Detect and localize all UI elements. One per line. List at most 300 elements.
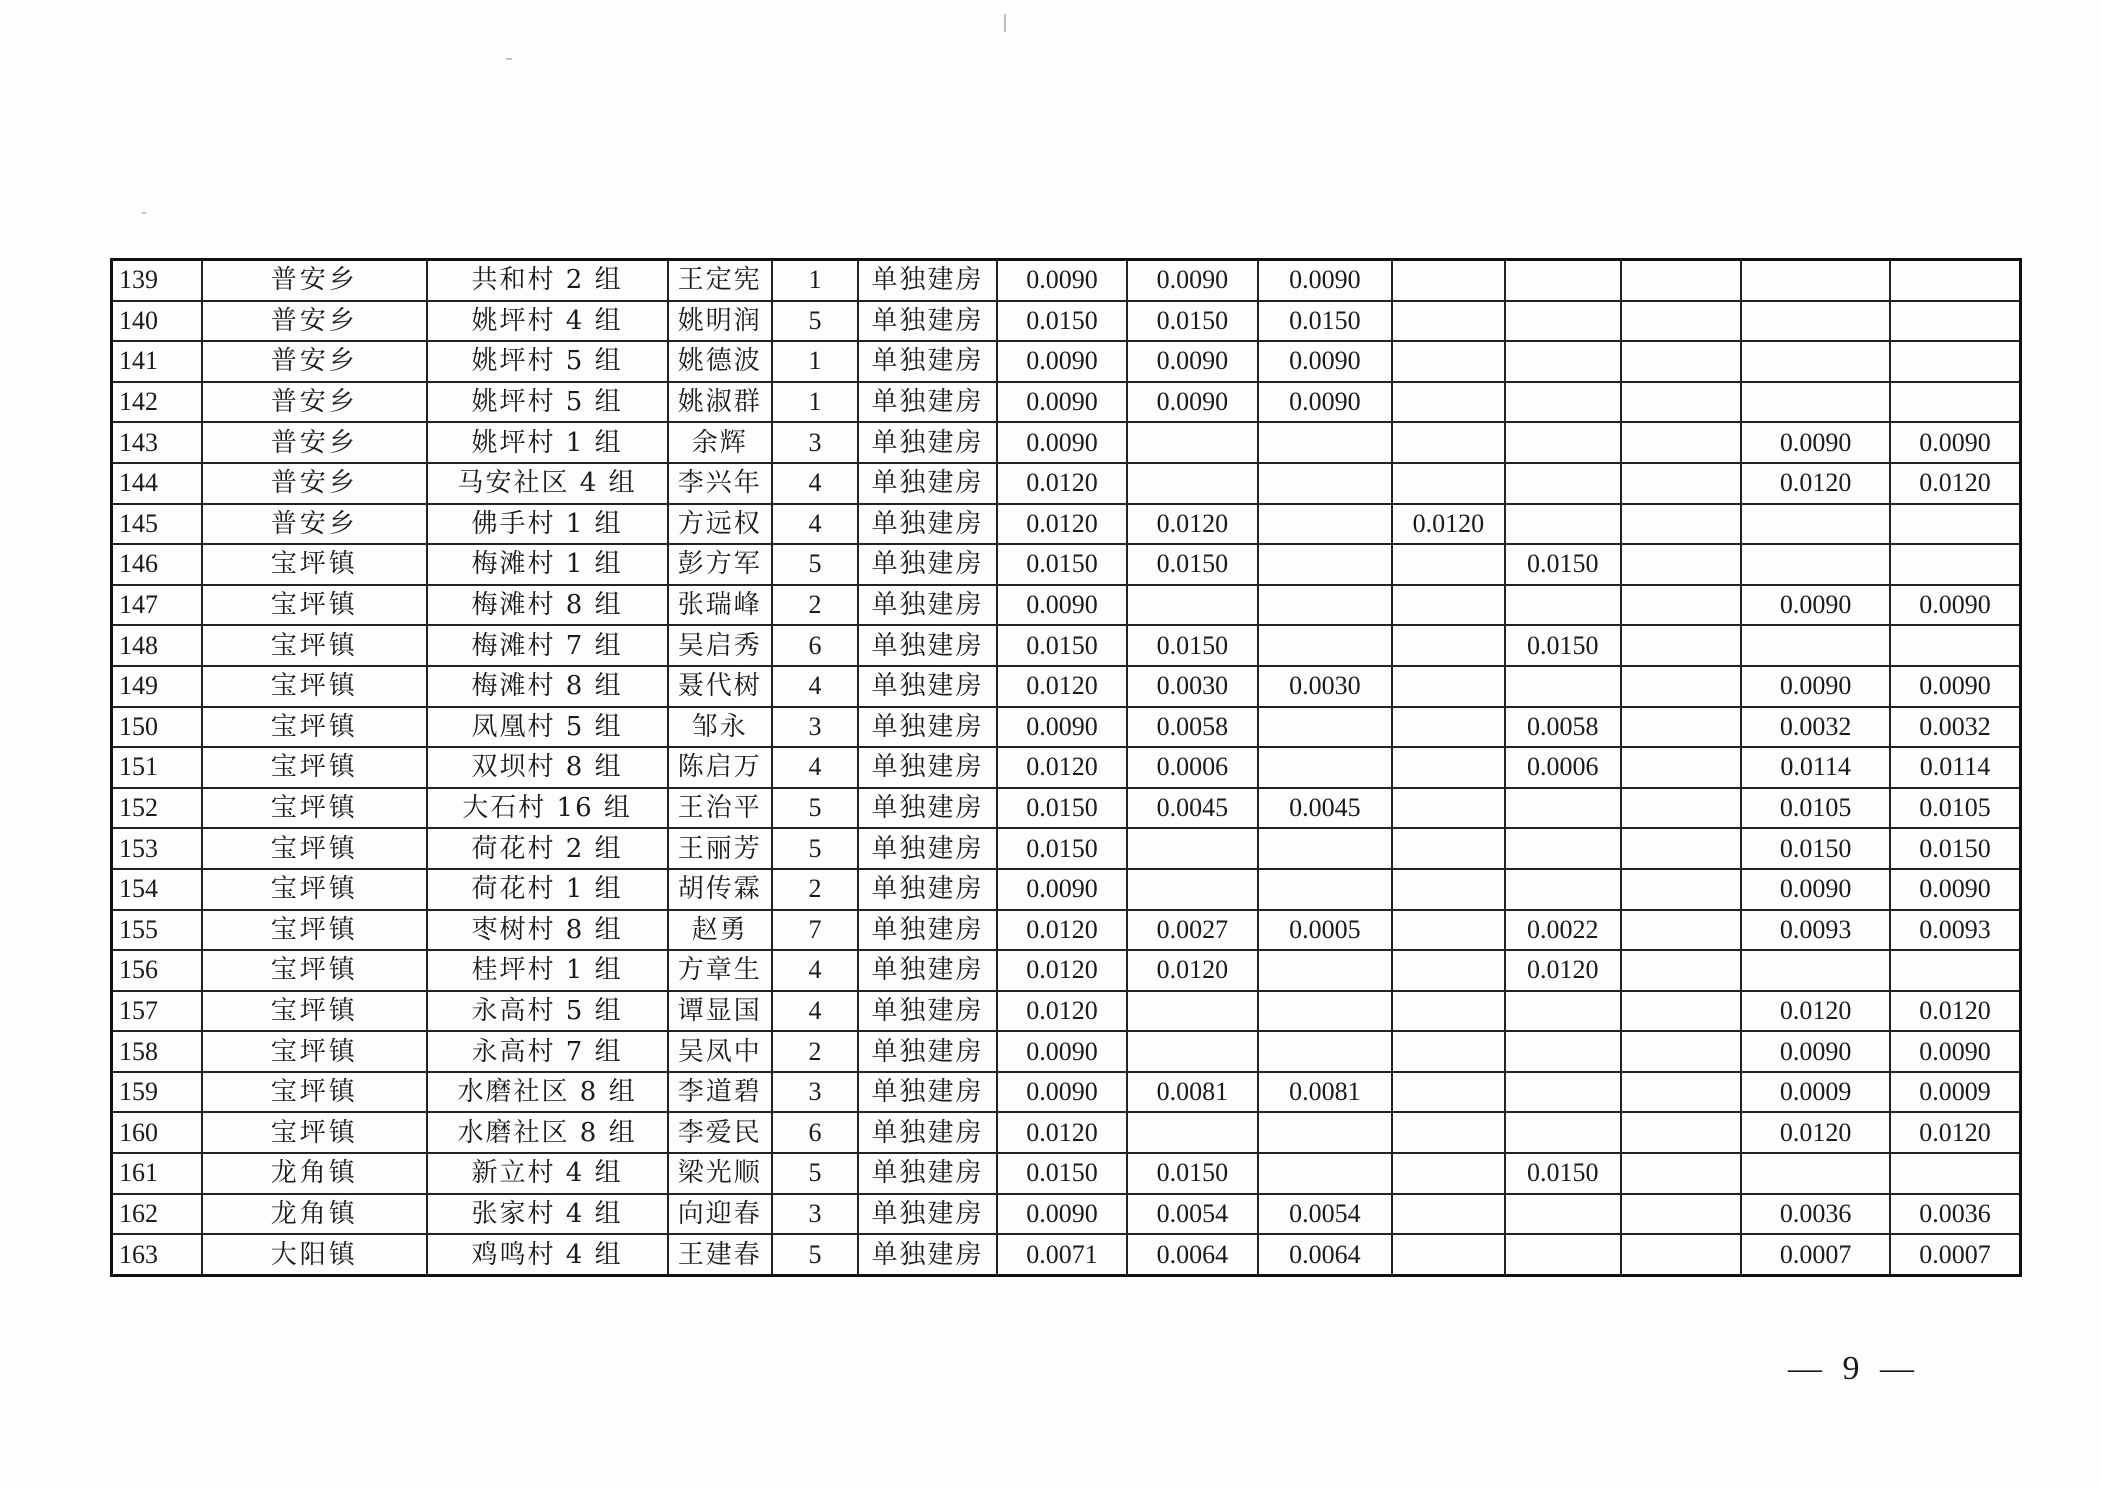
cell-area-7: 0.0093 <box>1741 910 1890 951</box>
cell-household-size: 5 <box>772 1153 858 1194</box>
cell-area-2 <box>1127 869 1257 910</box>
cell-serial-number: 159 <box>112 1072 202 1113</box>
cell-household-size: 1 <box>772 341 858 382</box>
cell-area-6 <box>1621 869 1741 910</box>
cell-household-size: 6 <box>772 625 858 666</box>
cell-area-1: 0.0090 <box>997 707 1127 748</box>
cell-area-6 <box>1621 1031 1741 1072</box>
cell-serial-number: 155 <box>112 910 202 951</box>
table-row <box>112 788 2021 829</box>
cell-area-1: 0.0120 <box>997 991 1127 1032</box>
cell-build-type: 单独建房 <box>858 950 997 991</box>
cell-area-7 <box>1741 382 1890 423</box>
cell-serial-number: 162 <box>112 1194 202 1235</box>
cell-area-3 <box>1258 950 1392 991</box>
cell-area-5 <box>1505 788 1621 829</box>
cell-area-5 <box>1505 1112 1621 1153</box>
cell-serial-number: 163 <box>112 1234 202 1275</box>
cell-applicant-name: 谭显国 <box>668 991 772 1032</box>
cell-area-5 <box>1505 382 1621 423</box>
table-row <box>112 747 2021 788</box>
cell-area-5 <box>1505 422 1621 463</box>
cell-area-5 <box>1505 828 1621 869</box>
cell-serial-number: 156 <box>112 950 202 991</box>
table-row <box>112 260 2021 301</box>
cell-area-1: 0.0120 <box>997 747 1127 788</box>
cell-area-2: 0.0054 <box>1127 1194 1257 1235</box>
scan-speck <box>142 212 146 214</box>
table-row <box>112 504 2021 545</box>
cell-area-5 <box>1505 301 1621 342</box>
cell-area-3 <box>1258 585 1392 626</box>
cell-build-type: 单独建房 <box>858 666 997 707</box>
cell-area-1: 0.0090 <box>997 1194 1127 1235</box>
cell-area-6 <box>1621 625 1741 666</box>
cell-serial-number: 153 <box>112 828 202 869</box>
cell-area-8: 0.0120 <box>1890 991 2021 1032</box>
scan-speck <box>1004 14 1006 32</box>
cell-area-3 <box>1258 504 1392 545</box>
table-row <box>112 301 2021 342</box>
cell-village-group: 姚坪村 5 组 <box>427 341 668 382</box>
table-body <box>112 260 2021 1276</box>
cell-area-5: 0.0006 <box>1505 747 1621 788</box>
cell-area-5 <box>1505 585 1621 626</box>
cell-area-3 <box>1258 625 1392 666</box>
cell-area-3: 0.0090 <box>1258 382 1392 423</box>
cell-applicant-name: 邹永 <box>668 707 772 748</box>
cell-township: 大阳镇 <box>202 1234 427 1275</box>
cell-build-type: 单独建房 <box>858 707 997 748</box>
cell-area-4: 0.0120 <box>1392 504 1504 545</box>
cell-serial-number: 154 <box>112 869 202 910</box>
cell-area-7: 0.0120 <box>1741 463 1890 504</box>
cell-area-3: 0.0030 <box>1258 666 1392 707</box>
cell-area-2 <box>1127 422 1257 463</box>
cell-area-3: 0.0081 <box>1258 1072 1392 1113</box>
cell-area-1: 0.0090 <box>997 1031 1127 1072</box>
cell-area-7: 0.0032 <box>1741 707 1890 748</box>
cell-township: 普安乡 <box>202 422 427 463</box>
cell-serial-number: 139 <box>112 260 202 301</box>
cell-area-6 <box>1621 1234 1741 1275</box>
cell-area-2 <box>1127 828 1257 869</box>
cell-township: 普安乡 <box>202 260 427 301</box>
cell-area-6 <box>1621 1112 1741 1153</box>
cell-household-size: 3 <box>772 422 858 463</box>
cell-area-4 <box>1392 950 1504 991</box>
cell-area-4 <box>1392 747 1504 788</box>
cell-build-type: 单独建房 <box>858 341 997 382</box>
cell-area-1: 0.0090 <box>997 382 1127 423</box>
cell-area-6 <box>1621 544 1741 585</box>
cell-village-group: 鸡鸣村 4 组 <box>427 1234 668 1275</box>
table-row <box>112 1234 2021 1275</box>
cell-household-size: 4 <box>772 463 858 504</box>
cell-township: 普安乡 <box>202 504 427 545</box>
cell-serial-number: 157 <box>112 991 202 1032</box>
cell-area-7 <box>1741 341 1890 382</box>
cell-household-size: 3 <box>772 1194 858 1235</box>
table-row <box>112 585 2021 626</box>
cell-area-8 <box>1890 301 2021 342</box>
cell-village-group: 姚坪村 1 组 <box>427 422 668 463</box>
cell-applicant-name: 李爱民 <box>668 1112 772 1153</box>
cell-area-2 <box>1127 1031 1257 1072</box>
table-row <box>112 950 2021 991</box>
cell-area-2: 0.0064 <box>1127 1234 1257 1275</box>
table-row <box>112 869 2021 910</box>
cell-area-2: 0.0090 <box>1127 341 1257 382</box>
cell-area-3 <box>1258 991 1392 1032</box>
cell-area-5 <box>1505 666 1621 707</box>
cell-area-6 <box>1621 910 1741 951</box>
cell-household-size: 4 <box>772 504 858 545</box>
cell-build-type: 单独建房 <box>858 625 997 666</box>
cell-area-8: 0.0090 <box>1890 422 2021 463</box>
cell-village-group: 荷花村 1 组 <box>427 869 668 910</box>
cell-township: 宝坪镇 <box>202 910 427 951</box>
cell-serial-number: 144 <box>112 463 202 504</box>
cell-area-2: 0.0027 <box>1127 910 1257 951</box>
cell-area-2 <box>1127 585 1257 626</box>
cell-village-group: 姚坪村 4 组 <box>427 301 668 342</box>
cell-area-1: 0.0090 <box>997 585 1127 626</box>
cell-household-size: 5 <box>772 544 858 585</box>
cell-area-7 <box>1741 260 1890 301</box>
table-row <box>112 666 2021 707</box>
table-row <box>112 1194 2021 1235</box>
cell-area-8: 0.0090 <box>1890 585 2021 626</box>
cell-area-2 <box>1127 1112 1257 1153</box>
cell-area-3 <box>1258 869 1392 910</box>
cell-area-5: 0.0150 <box>1505 544 1621 585</box>
cell-applicant-name: 陈启万 <box>668 747 772 788</box>
cell-build-type: 单独建房 <box>858 1234 997 1275</box>
cell-area-3: 0.0150 <box>1258 301 1392 342</box>
cell-area-6 <box>1621 382 1741 423</box>
cell-area-2: 0.0120 <box>1127 950 1257 991</box>
cell-area-5: 0.0120 <box>1505 950 1621 991</box>
cell-area-6 <box>1621 666 1741 707</box>
cell-area-4 <box>1392 341 1504 382</box>
cell-area-8 <box>1890 341 2021 382</box>
cell-household-size: 5 <box>772 828 858 869</box>
cell-applicant-name: 赵勇 <box>668 910 772 951</box>
cell-township: 宝坪镇 <box>202 1072 427 1113</box>
cell-area-6 <box>1621 950 1741 991</box>
cell-area-2: 0.0150 <box>1127 1153 1257 1194</box>
cell-household-size: 4 <box>772 666 858 707</box>
cell-area-2: 0.0030 <box>1127 666 1257 707</box>
cell-build-type: 单独建房 <box>858 1194 997 1235</box>
cell-area-5 <box>1505 341 1621 382</box>
cell-household-size: 2 <box>772 585 858 626</box>
cell-village-group: 永高村 5 组 <box>427 991 668 1032</box>
cell-applicant-name: 梁光顺 <box>668 1153 772 1194</box>
cell-household-size: 6 <box>772 1112 858 1153</box>
scan-speck <box>506 58 512 60</box>
cell-area-8 <box>1890 260 2021 301</box>
cell-area-6 <box>1621 585 1741 626</box>
cell-area-4 <box>1392 1031 1504 1072</box>
cell-area-8 <box>1890 1153 2021 1194</box>
cell-area-8: 0.0114 <box>1890 747 2021 788</box>
cell-area-3: 0.0090 <box>1258 341 1392 382</box>
cell-serial-number: 160 <box>112 1112 202 1153</box>
cell-household-size: 2 <box>772 1031 858 1072</box>
cell-area-8: 0.0036 <box>1890 1194 2021 1235</box>
cell-build-type: 单独建房 <box>858 1153 997 1194</box>
cell-area-5 <box>1505 1031 1621 1072</box>
table-row <box>112 382 2021 423</box>
cell-build-type: 单独建房 <box>858 869 997 910</box>
cell-build-type: 单独建房 <box>858 1031 997 1072</box>
cell-area-7: 0.0007 <box>1741 1234 1890 1275</box>
table-row <box>112 707 2021 748</box>
table-row <box>112 828 2021 869</box>
cell-serial-number: 152 <box>112 788 202 829</box>
cell-area-1: 0.0090 <box>997 341 1127 382</box>
cell-area-6 <box>1621 1194 1741 1235</box>
table-row <box>112 1072 2021 1113</box>
cell-township: 宝坪镇 <box>202 788 427 829</box>
cell-area-3: 0.0064 <box>1258 1234 1392 1275</box>
cell-area-8 <box>1890 504 2021 545</box>
cell-area-6 <box>1621 707 1741 748</box>
cell-area-3 <box>1258 1153 1392 1194</box>
cell-township: 宝坪镇 <box>202 991 427 1032</box>
cell-applicant-name: 张瑞峰 <box>668 585 772 626</box>
cell-area-1: 0.0071 <box>997 1234 1127 1275</box>
table-row <box>112 625 2021 666</box>
cell-area-6 <box>1621 991 1741 1032</box>
cell-area-3 <box>1258 544 1392 585</box>
cell-area-3: 0.0005 <box>1258 910 1392 951</box>
cell-area-3: 0.0054 <box>1258 1194 1392 1235</box>
cell-area-6 <box>1621 1153 1741 1194</box>
cell-area-2: 0.0150 <box>1127 301 1257 342</box>
cell-area-3 <box>1258 1031 1392 1072</box>
cell-area-2: 0.0150 <box>1127 544 1257 585</box>
cell-area-6 <box>1621 828 1741 869</box>
cell-serial-number: 146 <box>112 544 202 585</box>
cell-area-4 <box>1392 301 1504 342</box>
cell-area-2: 0.0006 <box>1127 747 1257 788</box>
cell-area-8 <box>1890 950 2021 991</box>
cell-household-size: 2 <box>772 869 858 910</box>
cell-village-group: 姚坪村 5 组 <box>427 382 668 423</box>
cell-serial-number: 150 <box>112 707 202 748</box>
cell-serial-number: 145 <box>112 504 202 545</box>
cell-area-7: 0.0036 <box>1741 1194 1890 1235</box>
cell-area-8 <box>1890 382 2021 423</box>
cell-area-7: 0.0009 <box>1741 1072 1890 1113</box>
cell-build-type: 单独建房 <box>858 301 997 342</box>
cell-township: 宝坪镇 <box>202 1112 427 1153</box>
cell-area-2: 0.0090 <box>1127 260 1257 301</box>
cell-applicant-name: 姚明润 <box>668 301 772 342</box>
cell-township: 宝坪镇 <box>202 747 427 788</box>
cell-area-4 <box>1392 544 1504 585</box>
cell-area-3 <box>1258 463 1392 504</box>
cell-area-1: 0.0150 <box>997 301 1127 342</box>
cell-township: 宝坪镇 <box>202 585 427 626</box>
cell-village-group: 新立村 4 组 <box>427 1153 668 1194</box>
cell-area-4 <box>1392 910 1504 951</box>
table-row <box>112 341 2021 382</box>
cell-area-1: 0.0150 <box>997 544 1127 585</box>
cell-area-7: 0.0090 <box>1741 869 1890 910</box>
cell-build-type: 单独建房 <box>858 1072 997 1113</box>
cell-township: 宝坪镇 <box>202 1031 427 1072</box>
cell-serial-number: 161 <box>112 1153 202 1194</box>
cell-applicant-name: 姚德波 <box>668 341 772 382</box>
cell-applicant-name: 王定宪 <box>668 260 772 301</box>
cell-village-group: 张家村 4 组 <box>427 1194 668 1235</box>
cell-area-3 <box>1258 707 1392 748</box>
cell-area-4 <box>1392 585 1504 626</box>
cell-area-7: 0.0090 <box>1741 585 1890 626</box>
cell-serial-number: 148 <box>112 625 202 666</box>
cell-build-type: 单独建房 <box>858 422 997 463</box>
cell-area-1: 0.0150 <box>997 625 1127 666</box>
cell-area-4 <box>1392 828 1504 869</box>
cell-applicant-name: 余辉 <box>668 422 772 463</box>
cell-area-6 <box>1621 463 1741 504</box>
cell-household-size: 7 <box>772 910 858 951</box>
cell-area-2: 0.0090 <box>1127 382 1257 423</box>
cell-area-2 <box>1127 463 1257 504</box>
cell-serial-number: 141 <box>112 341 202 382</box>
cell-township: 宝坪镇 <box>202 666 427 707</box>
cell-area-4 <box>1392 788 1504 829</box>
cell-area-1: 0.0150 <box>997 788 1127 829</box>
cell-serial-number: 149 <box>112 666 202 707</box>
cell-build-type: 单独建房 <box>858 463 997 504</box>
cell-area-1: 0.0120 <box>997 1112 1127 1153</box>
cell-serial-number: 158 <box>112 1031 202 1072</box>
cell-area-8: 0.0007 <box>1890 1234 2021 1275</box>
cell-build-type: 单独建房 <box>858 747 997 788</box>
cell-area-4 <box>1392 1153 1504 1194</box>
cell-area-6 <box>1621 788 1741 829</box>
cell-area-7 <box>1741 625 1890 666</box>
cell-build-type: 单独建房 <box>858 260 997 301</box>
cell-applicant-name: 向迎春 <box>668 1194 772 1235</box>
cell-area-1: 0.0090 <box>997 260 1127 301</box>
cell-area-8 <box>1890 544 2021 585</box>
cell-area-6 <box>1621 1072 1741 1113</box>
cell-area-5: 0.0150 <box>1505 625 1621 666</box>
cell-applicant-name: 王建春 <box>668 1234 772 1275</box>
cell-applicant-name: 李兴年 <box>668 463 772 504</box>
table-row <box>112 991 2021 1032</box>
cell-area-8: 0.0120 <box>1890 1112 2021 1153</box>
cell-household-size: 4 <box>772 991 858 1032</box>
cell-township: 龙角镇 <box>202 1153 427 1194</box>
cell-village-group: 佛手村 1 组 <box>427 504 668 545</box>
cell-area-4 <box>1392 1194 1504 1235</box>
cell-area-1: 0.0150 <box>997 1153 1127 1194</box>
cell-area-6 <box>1621 422 1741 463</box>
cell-area-4 <box>1392 382 1504 423</box>
cell-area-5 <box>1505 463 1621 504</box>
cell-village-group: 水磨社区 8 组 <box>427 1072 668 1113</box>
cell-area-5 <box>1505 991 1621 1032</box>
cell-area-5 <box>1505 1072 1621 1113</box>
cell-build-type: 单独建房 <box>858 1112 997 1153</box>
cell-area-7 <box>1741 950 1890 991</box>
cell-area-1: 0.0090 <box>997 422 1127 463</box>
cell-village-group: 桂坪村 1 组 <box>427 950 668 991</box>
cell-area-3 <box>1258 1112 1392 1153</box>
cell-area-4 <box>1392 1112 1504 1153</box>
table-row <box>112 544 2021 585</box>
cell-area-7 <box>1741 504 1890 545</box>
cell-area-3 <box>1258 747 1392 788</box>
cell-area-5: 0.0150 <box>1505 1153 1621 1194</box>
cell-area-7: 0.0150 <box>1741 828 1890 869</box>
cell-area-7 <box>1741 544 1890 585</box>
cell-serial-number: 142 <box>112 382 202 423</box>
cell-area-4 <box>1392 666 1504 707</box>
table-row <box>112 910 2021 951</box>
cell-area-5 <box>1505 1234 1621 1275</box>
cell-area-5 <box>1505 260 1621 301</box>
cell-area-1: 0.0120 <box>997 950 1127 991</box>
cell-household-size: 3 <box>772 1072 858 1113</box>
cell-area-2: 0.0045 <box>1127 788 1257 829</box>
cell-area-5 <box>1505 869 1621 910</box>
cell-area-3 <box>1258 828 1392 869</box>
cell-area-4 <box>1392 463 1504 504</box>
cell-village-group: 凤凰村 5 组 <box>427 707 668 748</box>
cell-area-2: 0.0081 <box>1127 1072 1257 1113</box>
table-row <box>112 1112 2021 1153</box>
table-row <box>112 463 2021 504</box>
cell-area-1: 0.0120 <box>997 666 1127 707</box>
table-row <box>112 1153 2021 1194</box>
cell-township: 宝坪镇 <box>202 707 427 748</box>
cell-build-type: 单独建房 <box>858 585 997 626</box>
cell-build-type: 单独建房 <box>858 544 997 585</box>
cell-township: 宝坪镇 <box>202 828 427 869</box>
cell-area-4 <box>1392 1234 1504 1275</box>
cell-area-1: 0.0120 <box>997 504 1127 545</box>
cell-area-7 <box>1741 1153 1890 1194</box>
cell-area-6 <box>1621 747 1741 788</box>
cell-area-3: 0.0090 <box>1258 260 1392 301</box>
cell-serial-number: 143 <box>112 422 202 463</box>
cell-village-group: 双坝村 8 组 <box>427 747 668 788</box>
cell-area-2: 0.0120 <box>1127 504 1257 545</box>
cell-build-type: 单独建房 <box>858 828 997 869</box>
cell-area-8: 0.0120 <box>1890 463 2021 504</box>
cell-area-2: 0.0150 <box>1127 625 1257 666</box>
cell-village-group: 大石村 16 组 <box>427 788 668 829</box>
page-number: — 9 — <box>1788 1350 1920 1387</box>
cell-applicant-name: 方远权 <box>668 504 772 545</box>
cell-applicant-name: 李道碧 <box>668 1072 772 1113</box>
cell-village-group: 荷花村 2 组 <box>427 828 668 869</box>
cell-area-5 <box>1505 1194 1621 1235</box>
cell-area-8: 0.0093 <box>1890 910 2021 951</box>
cell-household-size: 5 <box>772 788 858 829</box>
cell-area-1: 0.0120 <box>997 910 1127 951</box>
cell-area-8: 0.0150 <box>1890 828 2021 869</box>
cell-village-group: 梅滩村 8 组 <box>427 585 668 626</box>
